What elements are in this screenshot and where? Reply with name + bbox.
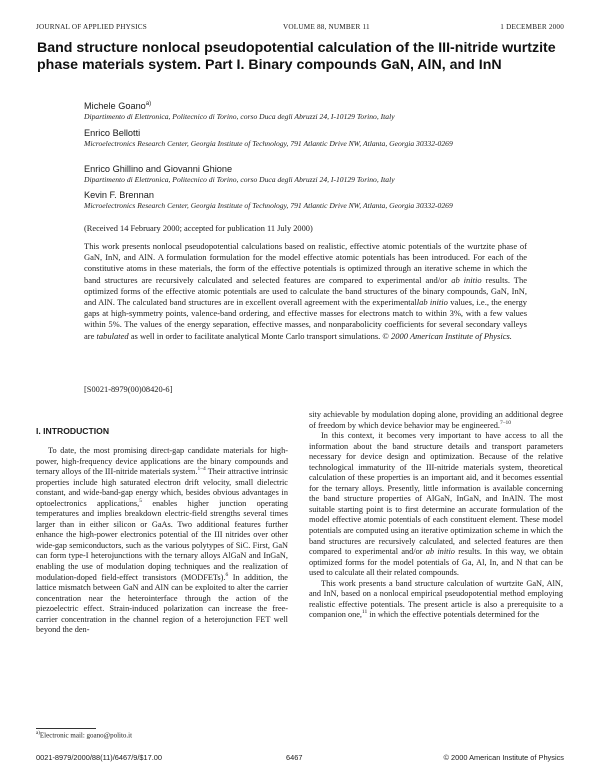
paragraph: sity achievable by modulation doping alone, providing an additional degree of freedom by which device behavior may be engineered.$^{7-10}$ <box>309 410 563 430</box>
author-name: Enrico Ghillino and Giovanni Ghione <box>84 164 233 174</box>
citation-ref: 1–4 <box>197 466 206 473</box>
author-affiliation: Dipartimento di Elettronica, Politecnico di Torino, corso Duca degli Abruzzi 24, I-10129 Torino, Italy <box>84 112 395 121</box>
paper-title: Band structure nonlocal pseudopotential calculation of the III-nitride wurtzite phase materials system. Part I. Binary compounds GaN, AlN, and InN <box>37 40 556 73</box>
author-footnote-mark: a) <box>145 101 152 107</box>
footnote-divider <box>36 728 96 729</box>
citation-ref: 5 <box>139 497 142 504</box>
page-number: 6467 <box>286 753 303 762</box>
section-heading: I. INTRODUCTION <box>36 426 110 436</box>
doi-code: [S0021-8979(00)08420-6] <box>84 385 173 394</box>
issue-date: 1 DECEMBER 2000 <box>500 23 564 31</box>
paragraph: This work presents a band structure calculation of wurtzite GaN, AlN, and InN, based on a nonlocal empirical pseudopotential method employing realistic effective potentials. The present article is also a prerequisite to a companion one,$^{11}$ in which the effective potentials determined for the <box>309 578 563 620</box>
citation-ref: 7–10 <box>499 419 511 426</box>
paragraph: In this context, it becomes very important to have access to all the information about the band structure details and transport parameters necessary for device design and optimization. Because of the relative technological immaturity of the III-nitride materials system, theoretical calculation of these properties is an important aid, and it becomes essential for the ternary alloys. Presently, little information is available concerning the band structure properties of AlGaN, InGaN, and InAlN. The most suitable starting point is to first determine an accurate formulation of the model effective atomic potentials of each constituent element. These model potentials are computed using an iterative optimization scheme in which the band structures are recursively calculated, and selected features are then compared to experimental and/or ab initio results. In this way, we obtain optimized forms for the model potentials of Ga, Al, In, and N that can be used to calculate all their related compounds. <box>309 431 564 578</box>
received-dates: (Received 14 February 2000; accepted for publication 11 July 2000) <box>84 224 313 233</box>
author-name: Michele Goano$^{a)}$ <box>84 101 152 112</box>
paragraph: To date, the most promising direct-gap candidate materials for high-power, high-frequency device applications are the binary compounds and ternary alloys of the III-nitride materials system.$^{1-4}$ Their attractive intrinsic properties include high saturated electron drift velocity, small dielectric constant, and wide-band-gap energy which, besides obvious advantages in optoelectronics applications,$^5$ enables higher junction operating temperatures and implies breakdown electric-field strengths several times larger than in either silicon or GaAs. Two additional features further enhance the high-power electronics potential of the III nitrides over other wide-gap semiconductors, such as the various polytypes of SiC. First, GaN can form type-I heterojunctions with the ternary alloys AlGaN and InGaN, enabling the use of modulation doping techniques and the realization of modulation-doped field-effect transistors (MODFETs).$^6$ In addition, the lattice mismatch between GaN and AlN can be exploited to alter the carrier concentration near the heterointerface through the action of the piezoelectric effect. Strain-induced polarization can increase the free-carrier concentration in the channel region of a heterojunction FET well beyond the den- <box>36 446 288 635</box>
citation-ref: 11 <box>362 609 368 616</box>
abstract: This work presents nonlocal pseudopotential calculations based on realistic, effective atomic potentials of the wurtzite phase of GaN, InN, and AlN. A formulation formulation for the model effective atomic potentials has been introduced. For each of the constitutive atoms in these materials, the form of the effective potentials is optimized through an iterative scheme in which the band structures are recursively calculated and selected features are compared to experimental and/or ab initio results. The optimized forms of the effective atomic potentials are used to calculate the band structures of the binary compounds, GaN, InN, and AlN. The calculated band structures are in excellent overall agreement with the experimentallab initio values, i.e., the energy gaps at high-symmetry points, valence-band ordering, and effective masses for electrons match to within 3%, with a few values within 5%. The values of the energy separation, effective masses, and nonparabolicity coefficients for several secondary valleys are tabulated as well in order to facilitate analytical Monte Carlo transport simulations. © 2000 American Institute of Physics. <box>84 241 528 341</box>
author-affiliation: Microelectronics Research Center, Georgia Institute of Technology, 791 Atlantic Drive NW, Atlanta, Georgia 30332-0269 <box>84 201 453 210</box>
body-column-right <box>309 410 563 621</box>
volume-number: VOLUME 88, NUMBER 11 <box>283 23 370 31</box>
author-name: Kevin F. Brennan <box>84 190 154 200</box>
author-name: Enrico Bellotti <box>84 128 141 138</box>
journal-name: JOURNAL OF APPLIED PHYSICS <box>36 23 147 31</box>
footnote: $^{a)}$Electronic mail: goano@polito.it <box>36 731 133 740</box>
citation-ref: 6 <box>225 571 229 578</box>
body-column-left <box>36 446 288 636</box>
author-affiliation: Dipartimento di Elettronica, Politecnico di Torino, corso Duca degli Abruzzi 24, I-10129 Torino, Italy <box>84 175 395 184</box>
footer-issn: 0021-8979/2000/88(11)/6467/9/$17.00 <box>36 753 163 762</box>
footer-copyright: © 2000 American Institute of Physics <box>443 753 564 762</box>
author-affiliation: Microelectronics Research Center, Georgia Institute of Technology, 791 Atlantic Drive NW, Atlanta, Georgia 30332-0269 <box>84 139 453 148</box>
